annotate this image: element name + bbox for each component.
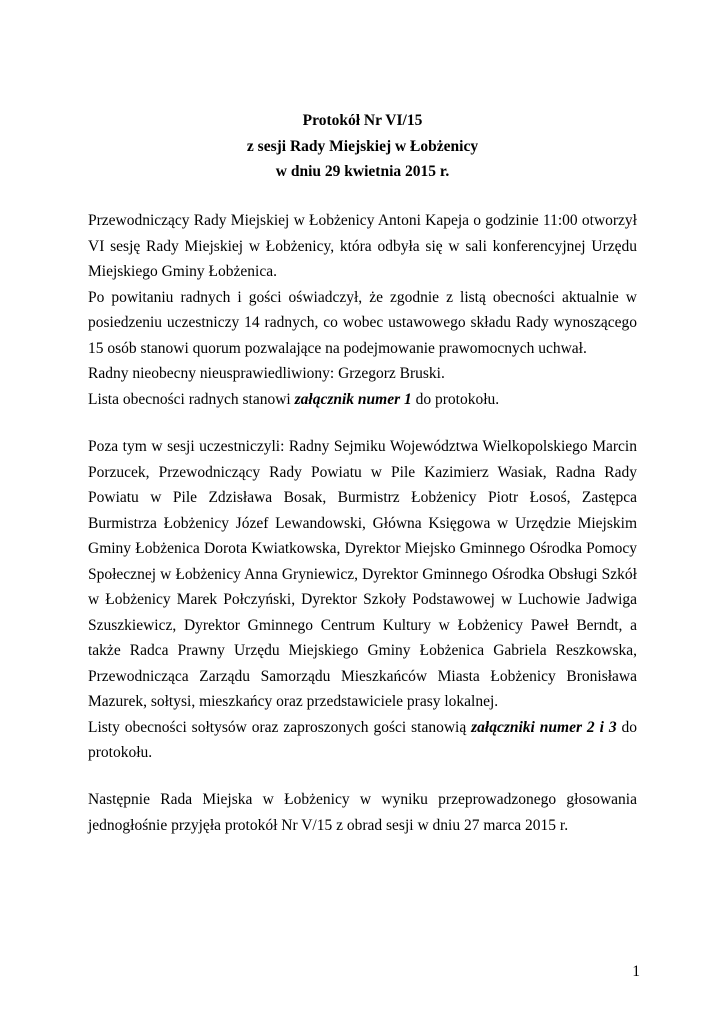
attendance-text-before: Lista obecności radnych stanowi [88, 390, 295, 408]
paragraph-quorum: Po powitaniu radnych i gości oświadczył, że zgodnie z listą obecności aktualnie w posiedzeniu uczestniczy 14 radnych, co wobec ustawowego składu Rady wynoszącego 15 osób stanowi quorum pozwalające na podejmowanie prawomocnych uchwał. [88, 288, 637, 357]
paragraph-approval: Następnie Rada Miejska w Łobżenicy w wyniku przeprowadzonego głosowania jednogłośnie przyjęła protokół Nr V/15 z obrad sesji w dniu 27 marca 2015 r. [88, 791, 637, 834]
attachment-reference-1: załącznik numer 1 [294, 390, 412, 408]
title-session: z sesji Rady Miejskiej w Łobżenicy [246, 137, 479, 155]
section-approval [88, 787, 637, 838]
title-protocol-number: Protokół Nr VI/15 [302, 112, 423, 129]
paragraph-guest-lists [88, 715, 637, 766]
paragraph-absent: Radny nieobecny nieusprawiedliwiony: Grzegorz Bruski. [88, 365, 445, 382]
document-title [0, 108, 725, 185]
paragraph-guests: Poza tym w sesji uczestniczyli: Radny Sejmiku Województwa Wielkopolskiego Marcin Porzucek, Przewodniczący Rady Powiatu w Pile Kazimierz Wasiak, Radna Rady Powiatu w Pile Zdzisława Bosak, Burmistrz Łobżenicy Piotr Łosoś, Zastępca Burmistrza Łobżenicy Józef Lewandowski, Główna Księgowa w Urzędzie Miejskim Gminy Łobżenica Dorota Kwiatkowska, Dyrektor Miejsko Gminnego Ośrodka Pomocy Społecznej w Łobżenicy Anna Gryniewicz, Dyrektor Gminnego Ośrodka Obsługi Szkół w Łobżenicy Marek Połczyński, Dyrektor Szkoły Podstawowej w Luchowie Jadwiga Szuszkiewicz, Dyrektor Gminnego Centrum Kultury w Łobżenicy Paweł Berndt, a także Radca Prawny Urzędu Miejskiego Gminy Łobżenica Gabriela Reszkowska, Przewodnicząca Zarządu Samorządu Mieszkańców Miasta Łobżenicy Bronisława Mazurek, sołtysi, mieszkańcy oraz przedstawiciele prasy lokalnej. [88, 438, 637, 710]
title-date: w dniu 29 kwietnia 2015 r. [275, 163, 450, 180]
attachment-reference-2-3: załączniki numer 2 i 3 [471, 718, 617, 736]
guest-lists-text-before: Listy obecności sołtysów oraz zaproszonych gości stanowią [88, 718, 472, 736]
section-opening [88, 208, 637, 412]
guest-lists-text-after: do protokołu. [88, 718, 638, 761]
section-guests [88, 434, 637, 766]
page-number: 1 [632, 963, 640, 980]
paragraph-opening: Przewodniczący Rady Miejskiej w Łobżenicy Antoni Kapeja o godzinie 11:00 otworzył VI sesję Rady Miejskiej w Łobżenicy, która odbyła się w sali konferencyjnej Urzędu Miejskiego Gminy Łobżenica. [88, 212, 637, 280]
attendance-text-after: do protokołu. [411, 390, 500, 408]
paragraph-attendance-list [88, 387, 637, 413]
